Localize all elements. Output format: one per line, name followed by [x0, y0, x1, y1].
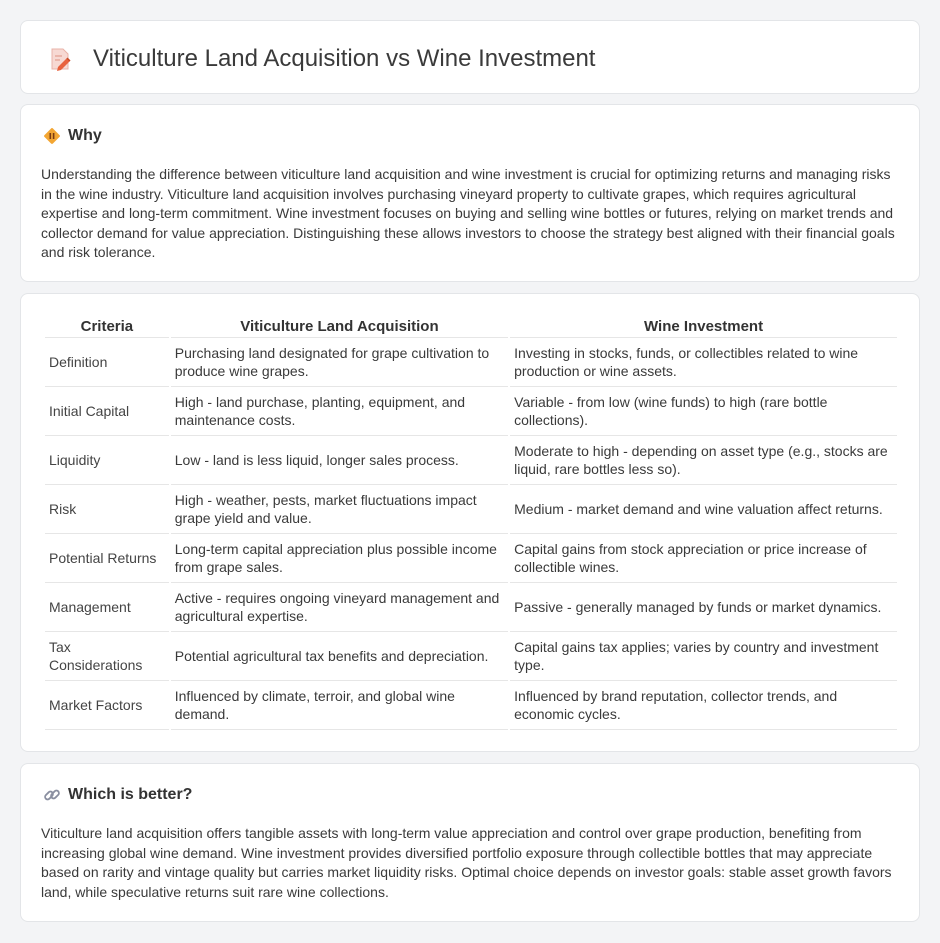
wine-investment-cell: Investing in stocks, funds, or collectibles related to wine production or wine assets.	[510, 338, 897, 387]
table-row	[45, 534, 897, 583]
document-pencil-icon	[47, 46, 73, 72]
viticulture-cell: Long-term capital appreciation plus possible income from grape sales.	[171, 534, 508, 583]
which-better-heading: Which is better?	[68, 786, 193, 803]
why-section	[20, 104, 920, 282]
criteria-cell: Liquidity	[45, 436, 169, 485]
criteria-cell: Tax Considerations	[45, 632, 169, 681]
link-icon	[43, 786, 61, 804]
wine-investment-cell: Medium - market demand and wine valuation affect returns.	[510, 485, 897, 534]
viticulture-cell: Active - requires ongoing vineyard management and agricultural expertise.	[171, 583, 508, 632]
table-row	[45, 681, 897, 730]
viticulture-cell: Influenced by climate, terroir, and global wine demand.	[171, 681, 508, 730]
header-viticulture: Viticulture Land Acquisition	[171, 316, 508, 338]
why-text: Understanding the difference between viticulture land acquisition and wine investment is crucial for optimizing returns and managing risks in the wine industry. Viticulture land acquisition involves purchasing vineyard property to cultivate grapes, which requires agricultural expertise and long-term commitment. Wine investment focuses on buying and selling wine bottles or futures, relying on market trends and collector demand for value appreciation. Distinguishing these allows investors to choose the strategy best aligned with their financial goals and risk tolerance.	[41, 166, 895, 260]
wine-investment-cell: Passive - generally managed by funds or market dynamics.	[510, 583, 897, 632]
table-row	[45, 436, 897, 485]
criteria-cell: Potential Returns	[45, 534, 169, 583]
wine-investment-cell: Moderate to high - depending on asset type (e.g., stocks are liquid, rare bottles less so).	[510, 436, 897, 485]
table-row	[45, 632, 897, 681]
table-header-row	[45, 316, 897, 338]
viticulture-cell: Potential agricultural tax benefits and depreciation.	[171, 632, 508, 681]
table-row	[45, 583, 897, 632]
criteria-cell: Management	[45, 583, 169, 632]
which-better-section	[20, 763, 920, 922]
comparison-card	[20, 293, 920, 752]
criteria-cell: Market Factors	[45, 681, 169, 730]
table-row	[45, 387, 897, 436]
table-row	[45, 338, 897, 387]
viticulture-cell: High - land purchase, planting, equipment, and maintenance costs.	[171, 387, 508, 436]
wine-investment-cell: Capital gains tax applies; varies by country and investment type.	[510, 632, 897, 681]
title-card	[20, 20, 920, 94]
viticulture-cell: High - weather, pests, market fluctuations impact grape yield and value.	[171, 485, 508, 534]
which-better-text: Viticulture land acquisition offers tangible assets with long-term value appreciation and control over grape production, benefiting from increasing global wine demand. Wine investment provides diversified portfolio exposure through collectible bottles that may appreciate based on rarity and vintage quality but carries market liquidity risks. Optimal choice depends on investor goals: stable asset growth favors land, while speculative returns suit rare wine collections.	[41, 825, 892, 900]
wine-investment-cell: Capital gains from stock appreciation or price increase of collectible wines.	[510, 534, 897, 583]
diamond-warning-icon	[43, 127, 61, 145]
wine-investment-cell: Variable - from low (wine funds) to high (rare bottle collections).	[510, 387, 897, 436]
criteria-cell: Definition	[45, 338, 169, 387]
header-criteria: Criteria	[45, 316, 169, 338]
page-title: Viticulture Land Acquisition vs Wine Investment	[93, 45, 596, 72]
viticulture-cell: Low - land is less liquid, longer sales process.	[171, 436, 508, 485]
why-heading: Why	[68, 127, 102, 144]
viticulture-cell: Purchasing land designated for grape cultivation to produce wine grapes.	[171, 338, 508, 387]
wine-investment-cell: Influenced by brand reputation, collector trends, and economic cycles.	[510, 681, 897, 730]
comparison-table	[43, 316, 899, 730]
criteria-cell: Initial Capital	[45, 387, 169, 436]
criteria-cell: Risk	[45, 485, 169, 534]
header-wine-investment: Wine Investment	[510, 316, 897, 338]
table-row	[45, 485, 897, 534]
